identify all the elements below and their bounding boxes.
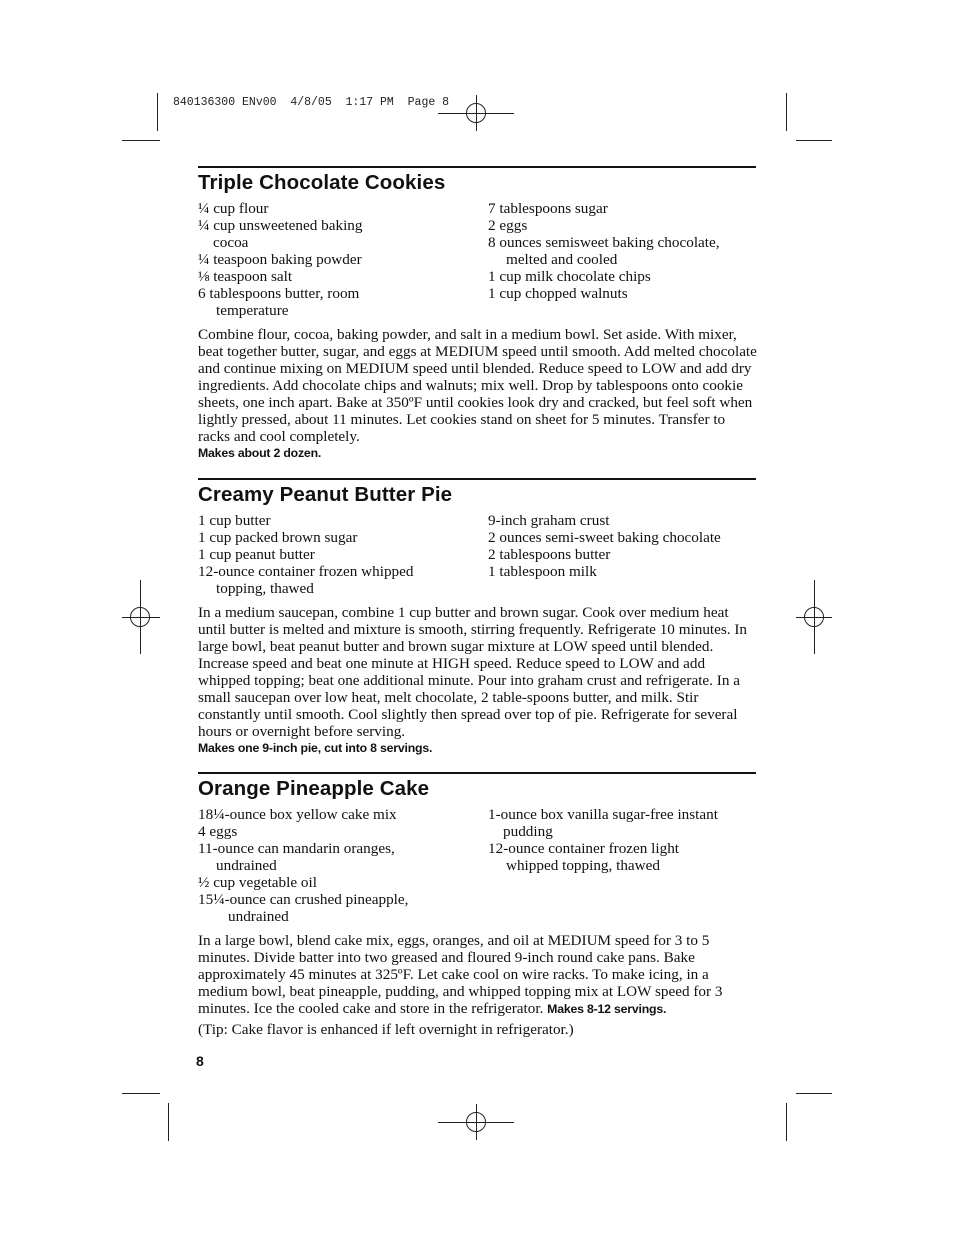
ingredient: 18¼-ounce box yellow cake mix [198, 806, 397, 823]
ingredient: 1 cup butter [198, 512, 271, 529]
ingredient: 1 tablespoon milk [488, 563, 597, 580]
ingredient: 2 tablespoons butter [488, 546, 611, 563]
crop-mark [157, 93, 158, 131]
recipe-creamy-peanut-butter-pie [198, 478, 756, 755]
ingredient: 2 eggs [488, 217, 528, 234]
recipe-yield: Makes one 9-inch pie, cut into 8 servings. [198, 741, 433, 755]
crop-mark [122, 140, 160, 141]
ingredient: 6 tablespoons butter, room temperature [198, 285, 360, 319]
recipe-orange-pineapple-cake [198, 772, 756, 1038]
ingredient: 8 ounces semisweet baking chocolate, melted and cooled [488, 234, 720, 268]
recipe-title: Orange Pineapple Cake [198, 777, 430, 800]
printer-slug: 840136300 ENv00 4/8/05 1:17 PM Page 8 [173, 96, 450, 109]
recipe-title: Triple Chocolate Cookies [198, 171, 446, 194]
recipe-tip: (Tip: Cake flavor is enhanced if left overnight in refrigerator.) [198, 1021, 574, 1038]
recipe-triple-chocolate-cookies [198, 166, 757, 460]
crop-mark [786, 93, 787, 131]
recipe-directions [198, 932, 758, 1018]
ingredient: 2 ounces semi-sweet baking chocolate [488, 529, 721, 546]
ingredient: 7 tablespoons sugar [488, 200, 608, 217]
ingredient-list [198, 512, 756, 597]
ingredient-list [198, 200, 756, 318]
ingredient: ½ cup vegetable oil [198, 874, 317, 891]
ingredient: ¼ teaspoon baking powder [198, 251, 362, 268]
ingredient: ¼ cup unsweetened baking cocoa [198, 217, 363, 251]
recipe-directions: In a medium saucepan, combine 1 cup butter and brown sugar. Cook over medium heat until butter is melted and mixture is smooth, stirring frequently. Refrigerate 10 minutes. In large bowl, beat peanut butter and brown sugar mixture at LOW speed until blended. Increase speed and beat one minute at HIGH speed. Reduce speed to LOW and add whipped topping; beat one additional minute. Pour into graham crust and refrigerate. In a small saucepan over low heat, melt chocolate, 2 table-spoons butter, and milk. Stir constantly until smooth. Cool slightly then spread over top of pie. Refrigerate for several hours or overnight before serving. [198, 604, 748, 740]
crop-mark [122, 1093, 160, 1094]
recipe-yield: Makes 8-12 servings. [547, 1002, 667, 1016]
ingredient: 9-inch graham crust [488, 512, 610, 529]
ingredient: 4 eggs [198, 823, 238, 840]
ingredient: 12-ounce container frozen light whipped topping, thawed [488, 840, 680, 874]
crop-mark [796, 1093, 832, 1094]
crop-mark [168, 1103, 169, 1141]
ingredient: 1 cup chopped walnuts [488, 285, 628, 302]
ingredient: ¼ cup flour [198, 200, 269, 217]
page-number: 8 [196, 1053, 204, 1069]
crop-mark [786, 1103, 787, 1141]
ingredient: 12-ounce container frozen whipped topping, thawed [198, 563, 414, 597]
recipe-yield: Makes about 2 dozen. [198, 446, 322, 460]
ingredient: 1-ounce box vanilla sugar-free instant pudding [488, 806, 718, 840]
crop-mark [796, 140, 832, 141]
ingredient-list [198, 806, 756, 924]
ingredient: 1 cup peanut butter [198, 546, 315, 563]
ingredient: 1 cup milk chocolate chips [488, 268, 651, 285]
ingredient: 1 cup packed brown sugar [198, 529, 358, 546]
ingredient: ⅛ teaspoon salt [198, 268, 293, 285]
ingredient: 11-ounce can mandarin oranges, undrained [198, 840, 395, 874]
ingredient: 15¼-ounce can crushed pineapple, undrained [198, 891, 409, 925]
recipe-title: Creamy Peanut Butter Pie [198, 483, 453, 506]
directions-text: In a large bowl, blend cake mix, eggs, oranges, and oil at MEDIUM speed for 3 to 5 minutes. Divide batter into two greased and floured 9-inch round cake pans. Bake approximately 45 minutes at 325ºF. Let cake cool on wire racks. To make icing, in a medium bowl, beat pineapple, pudding, and whipped topping mix at LOW speed for 3 minutes. Ice the cooled cake and store in the refrigerator. [198, 932, 723, 1017]
recipe-directions: Combine flour, cocoa, baking powder, and salt in a medium bowl. Set aside. With mixer, beat together butter, sugar, and eggs at MEDIUM speed until smooth. Add melted chocolate and continue mixing on MEDIUM speed until blended. Reduce speed to LOW and add dry ingredients. Add chocolate chips and walnuts; mix well. Drop by tablespoons onto cookie sheets, one inch apart. Bake at 350ºF until cookies look dry and cracked, but feel soft when lightly pressed, about 11 minutes. Let cookies stand on sheet for 5 minutes. Transfer to racks and cool completely. [198, 326, 757, 445]
